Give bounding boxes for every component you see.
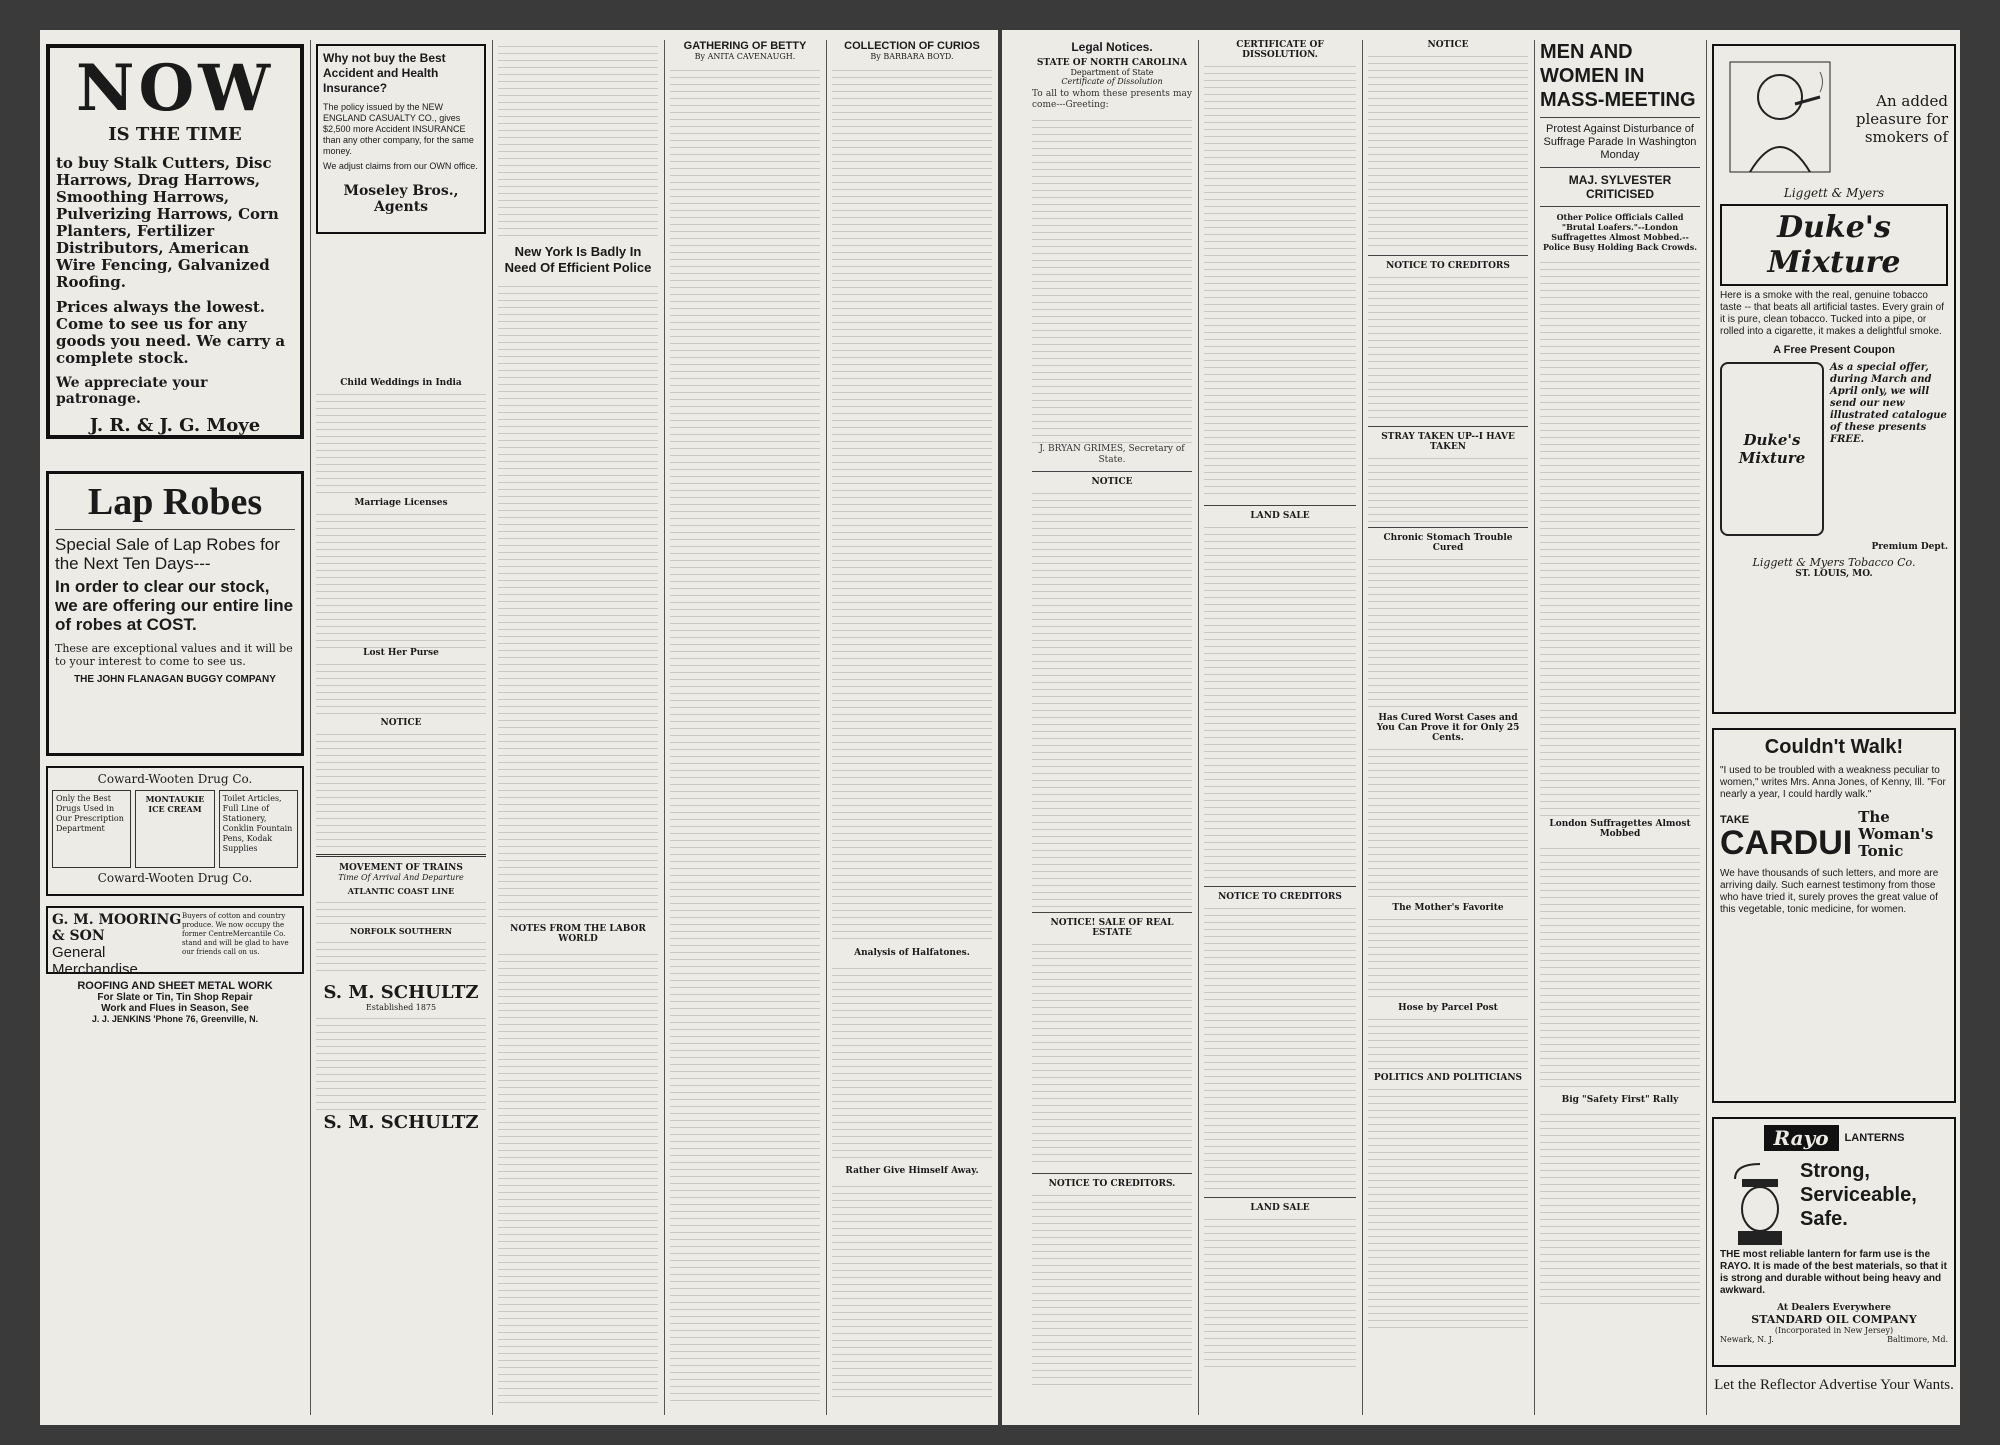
rally-heading: Big "Safety First" Rally <box>1561 1095 1679 1105</box>
rayo-city-right: Baltimore, Md. <box>1887 1335 1948 1344</box>
left-column-3 <box>498 40 658 1415</box>
now-body: to buy Stalk Cutters, Disc Harrows, Drag Harrows, Smoothing Harrows, Pulverizing Harrows, Corn Planters, Fertilizer Distributors, American Wire Fencing, Galvanized Roofing. <box>56 154 279 291</box>
article-text-block <box>1368 50 1528 250</box>
chronic-heading: Chronic Stomach Trouble Cured <box>1383 533 1513 553</box>
dukes-maker: Liggett & Myers <box>1783 186 1885 200</box>
rayo-company: STANDARD OIL COMPANY <box>1751 1313 1917 1326</box>
roofing-line3: Work and Flues in Season, See <box>101 1003 249 1014</box>
legal-state: STATE OF NORTH CAROLINA <box>1036 58 1188 68</box>
drug-co-title: Coward-Wooten Drug Co. <box>97 772 253 786</box>
schultz-established: Established 1875 <box>365 1003 437 1012</box>
cardui-take: TAKE <box>1720 814 1750 826</box>
roofing-line2: For Slate or Tin, Tin Shop Repair <box>97 992 253 1003</box>
article-text-block <box>1540 842 1700 1092</box>
article-text-block <box>1368 743 1528 903</box>
mothers-heading: The Mother's Favorite <box>1392 903 1504 913</box>
roofing-line1: ROOFING AND SHEET METAL WORK <box>77 980 273 992</box>
drug-co-right: Toilet Articles, Full Line of Stationery, Conklin Fountain Pens, Kodak Supplies <box>219 790 298 868</box>
legal-notices-heading: Legal Notices. <box>1071 40 1153 54</box>
dukes-intro: An added pleasure for smokers of <box>1855 92 1948 146</box>
halfatones-headline: Analysis of Halfatones. <box>854 948 970 958</box>
headline-marriage-licenses: Marriage Licenses <box>354 498 448 508</box>
rayo-sub: LANTERNS <box>1844 1132 1905 1144</box>
mooring-body: Buyers of cotton and country produce. We now occupy the former CentreMercantile Co. stand and will be glad to have our friends call on us. <box>182 912 289 956</box>
headline-atlantic: ATLANTIC COAST LINE <box>347 886 455 896</box>
schultz-ad-body <box>316 1012 486 1112</box>
now-appreciate: We appreciate your patronage. <box>56 375 208 407</box>
mooring-ad <box>46 906 304 978</box>
mooring-subtitle: General Merchandise <box>52 944 138 978</box>
police-headline: New York Is Badly In Need Of Efficient Police <box>504 244 652 275</box>
mooring-title: G. M. MOORING & SON <box>52 912 182 944</box>
right-column-3 <box>1368 40 1528 1415</box>
article-text-block <box>670 64 820 1404</box>
legal-signed: J. BRYAN GRIMES, Secretary of State. <box>1039 444 1185 465</box>
lap-robes-company: THE JOHN FLANAGAN BUGGY COMPANY <box>74 674 276 685</box>
dukes-mixture-ad <box>1712 44 1956 714</box>
mass-meeting-deck1: Protest Against Disturbance of Suffrage Parade In Washington Monday <box>1543 123 1697 161</box>
article-text-block <box>832 1180 992 1400</box>
cardui-brand: CARDUI <box>1720 824 1853 862</box>
article-text-block <box>316 508 486 648</box>
legal-greeting: To all to whom these presents may come---Greeting: <box>1032 89 1192 110</box>
roofing-line4: J. J. JENKINS 'Phone 76, Greenville, N. <box>91 1014 259 1024</box>
curios-byline: By BARBARA BOYD. <box>870 52 954 61</box>
left-newspaper-page <box>40 30 998 1425</box>
lap-robes-headline: Lap Robes <box>87 481 263 523</box>
headline-trains: MOVEMENT OF TRAINS <box>339 863 463 873</box>
article-text-block <box>316 658 486 718</box>
rayo-brand: Rayo <box>1764 1125 1839 1151</box>
article-text-block <box>498 40 658 240</box>
article-text-block <box>832 962 992 1162</box>
notice-creditors-heading: NOTICE TO CREDITORS <box>1386 261 1510 271</box>
left-column-2 <box>316 40 486 1415</box>
dukes-offer-title: A Free Present Coupon <box>1773 344 1895 356</box>
left-column-5 <box>832 40 992 1415</box>
insurance-body: The policy issued by the NEW ENGLAND CASUALTY CO., gives $2,500 more Accident INSURANCE than any other company, for the same money. <box>323 102 474 156</box>
schultz-ad-title-2: S. M. SCHULTZ <box>323 1112 479 1133</box>
right-newspaper-page <box>1002 30 1960 1425</box>
drug-co-ad <box>46 766 304 896</box>
rayo-dealers: At Dealers Everywhere <box>1777 1303 1891 1313</box>
parcel-heading: Hose by Parcel Post <box>1398 1003 1498 1013</box>
article-text-block <box>1368 1083 1528 1333</box>
betty-headline: GATHERING OF BETTY <box>683 40 807 52</box>
land-sale-heading: LAND SALE <box>1250 511 1310 521</box>
train-table <box>316 896 486 926</box>
cardui-headline: Couldn't Walk! <box>1764 736 1904 758</box>
article-text-block <box>832 64 992 944</box>
insurance-ad <box>316 44 486 234</box>
rayo-city-left: Newark, N. J. <box>1720 1335 1774 1344</box>
article-text-block <box>1032 487 1192 907</box>
lap-robes-body: Special Sale of Lap Robes for the Next Ten Days--- <box>55 535 280 573</box>
train-table <box>316 936 486 976</box>
stray-heading: STRAY TAKEN UP--I HAVE TAKEN <box>1381 432 1515 452</box>
now-headline: NOW <box>75 51 275 126</box>
article-text-block <box>498 280 658 920</box>
now-prices: Prices always the lowest. Come to see us for any goods you need. We carry a complete stock. <box>56 298 286 367</box>
lap-robes-body2: In order to clear our stock, we are offering our entire line of robes at COST. <box>55 577 294 634</box>
article-text-block <box>1368 1013 1528 1073</box>
dukes-body: Here is a smoke with the real, genuine tobacco taste -- that beats all artificial tastes. Every grain of it is pure, clean tobacco. Tucked into a pipe, or rolled into a cigarette, it makes a delightful smoke. <box>1720 290 1944 337</box>
politics-heading: POLITICS AND POLITICIANS <box>1373 1073 1523 1083</box>
legal-notice-creditors: NOTICE TO CREDITORS. <box>1048 1179 1176 1189</box>
article-text-block <box>498 948 658 1408</box>
labor-world-headline: NOTES FROM THE LABOR WORLD <box>510 924 646 944</box>
article-text-block <box>316 388 486 498</box>
london-heading: London Suffragettes Almost Mobbed <box>1549 819 1691 839</box>
lap-robes-note: These are exceptional values and it will be to your interest to come to see us. <box>55 642 293 668</box>
left-column-4 <box>670 40 820 1415</box>
headline-norfolk: NORFOLK SOUTHERN <box>349 926 453 936</box>
schultz-ad-title: S. M. SCHULTZ <box>323 982 479 1003</box>
right-column-2 <box>1204 40 1356 1415</box>
legal-dept: Department of State <box>1070 68 1154 77</box>
right-column-4 <box>1540 40 1700 1415</box>
notice-creditors-heading: NOTICE TO CREDITORS <box>1218 892 1342 902</box>
cardui-tonic: The Woman's Tonic <box>1858 808 1934 860</box>
article-text-block <box>1368 553 1528 713</box>
article-text-block <box>1032 938 1192 1168</box>
article-text-block <box>316 728 486 848</box>
now-signature: J. R. & J. G. Moye <box>89 415 261 436</box>
insurance-title: Why not buy the Best Accident and Health Insurance? <box>323 51 446 95</box>
roofing-ad <box>46 980 304 1024</box>
give-away-headline: Rather Give Himself Away. <box>845 1166 979 1176</box>
headline-arrival: Time Of Arrival And Departure <box>338 873 464 882</box>
notice-heading: NOTICE <box>1427 40 1469 50</box>
land-sale-heading-2: LAND SALE <box>1250 1203 1310 1213</box>
cured-heading: Has Cured Worst Cases and You Can Prove it for Only 25 Cents. <box>1376 713 1520 743</box>
now-ad <box>46 44 304 439</box>
left-ad-column <box>46 40 304 1415</box>
drug-co-middle: MONTAUKIE ICE CREAM <box>135 790 214 868</box>
legal-cert: Certificate of Dissolution <box>1061 77 1163 86</box>
dukes-company: Liggett & Myers Tobacco Co. <box>1752 556 1916 569</box>
article-text-block <box>1540 256 1700 816</box>
rayo-tagline: Strong, Serviceable, Safe. <box>1800 1160 1917 1230</box>
right-ad-column <box>1712 40 1956 1415</box>
article-filler <box>316 238 486 378</box>
headline-notice: NOTICE <box>380 718 422 728</box>
rayo-inc: (Incorporated in New Jersey) <box>1774 1326 1894 1335</box>
dukes-premium: Premium Dept. <box>1871 542 1948 552</box>
article-text-block <box>1032 114 1192 444</box>
cert-dissolution-heading: CERTIFICATE OF DISSOLUTION. <box>1236 40 1324 60</box>
dukes-city: ST. LOUIS, MO. <box>1795 569 1873 579</box>
dukes-special: As a special offer, during March and April only, we will send our new illustrated catalogue of these presents FREE. <box>1830 362 1947 445</box>
article-text-block <box>1204 1213 1356 1373</box>
article-text-block <box>1032 1189 1192 1389</box>
headline-child-weddings: Child Weddings in India <box>340 378 462 388</box>
right-column-1 <box>1032 40 1192 1415</box>
mass-meeting-deck2: MAJ. SYLVESTER CRITICISED <box>1568 173 1672 201</box>
insurance-agents: Moseley Bros., Agents <box>343 183 459 215</box>
article-text-block <box>1204 521 1356 881</box>
article-text-block <box>1204 60 1356 500</box>
insurance-note: We adjust claims from our OWN office. <box>323 161 478 171</box>
dukes-brand: Duke's Mixture <box>1720 204 1948 286</box>
lap-robes-ad <box>46 471 304 756</box>
dukes-tin-label: Duke's Mixture <box>1738 431 1806 467</box>
reflector-footer: Let the Reflector Advertise Your Wants. <box>1714 1377 1954 1393</box>
article-text-block <box>1368 913 1528 1003</box>
drug-co-footer: Coward-Wooten Drug Co. <box>97 871 253 885</box>
lantern-icon <box>1720 1159 1800 1249</box>
rayo-body: THE most reliable lantern for farm use is the RAYO. It is made of the best materials, so that it is strong and durable without being heavy and awkward. <box>1720 1249 1947 1296</box>
article-text-block <box>1204 902 1356 1192</box>
article-text-block <box>1368 271 1528 421</box>
article-text-block <box>1540 1108 1700 1308</box>
mass-meeting-deck3: Other Police Officials Called "Brutal Loafers."--London Suffragettes Almost Mobbed.--Police Busy Holding Back Crowds. <box>1542 212 1698 252</box>
mass-meeting-headline: MEN AND WOMEN IN MASS-MEETING <box>1540 41 1696 111</box>
legal-notice-sale: NOTICE! SALE OF REAL ESTATE <box>1050 918 1174 938</box>
now-subhead: IS THE TIME <box>108 124 242 145</box>
headline-lost-purse: Lost Her Purse <box>363 648 439 658</box>
betty-byline: By ANITA CAVENAUGH. <box>694 52 796 61</box>
dukes-tin-icon <box>1720 362 1824 536</box>
cardui-ad <box>1712 728 1956 1103</box>
legal-notice-heading: NOTICE <box>1091 477 1133 487</box>
smoking-man-illustration-icon <box>1720 52 1840 182</box>
drug-co-left: Only the Best Drugs Used in Our Prescription Department <box>52 790 131 868</box>
cardui-quote: "I used to be troubled with a weakness peculiar to women," writes Mrs. Anna Jones, of Kenny, Ill. "For nearly a year, I could hardly walk." <box>1720 765 1946 800</box>
rayo-ad <box>1712 1117 1956 1367</box>
cardui-body: We have thousands of such letters, and more are arriving daily. Such earnest testimony from those who have tried it, surely proves the great value of this vegetable, tonic medicine, for women. <box>1720 868 1939 915</box>
curios-headline: COLLECTION OF CURIOS <box>844 40 980 52</box>
article-text-block <box>1368 452 1528 522</box>
